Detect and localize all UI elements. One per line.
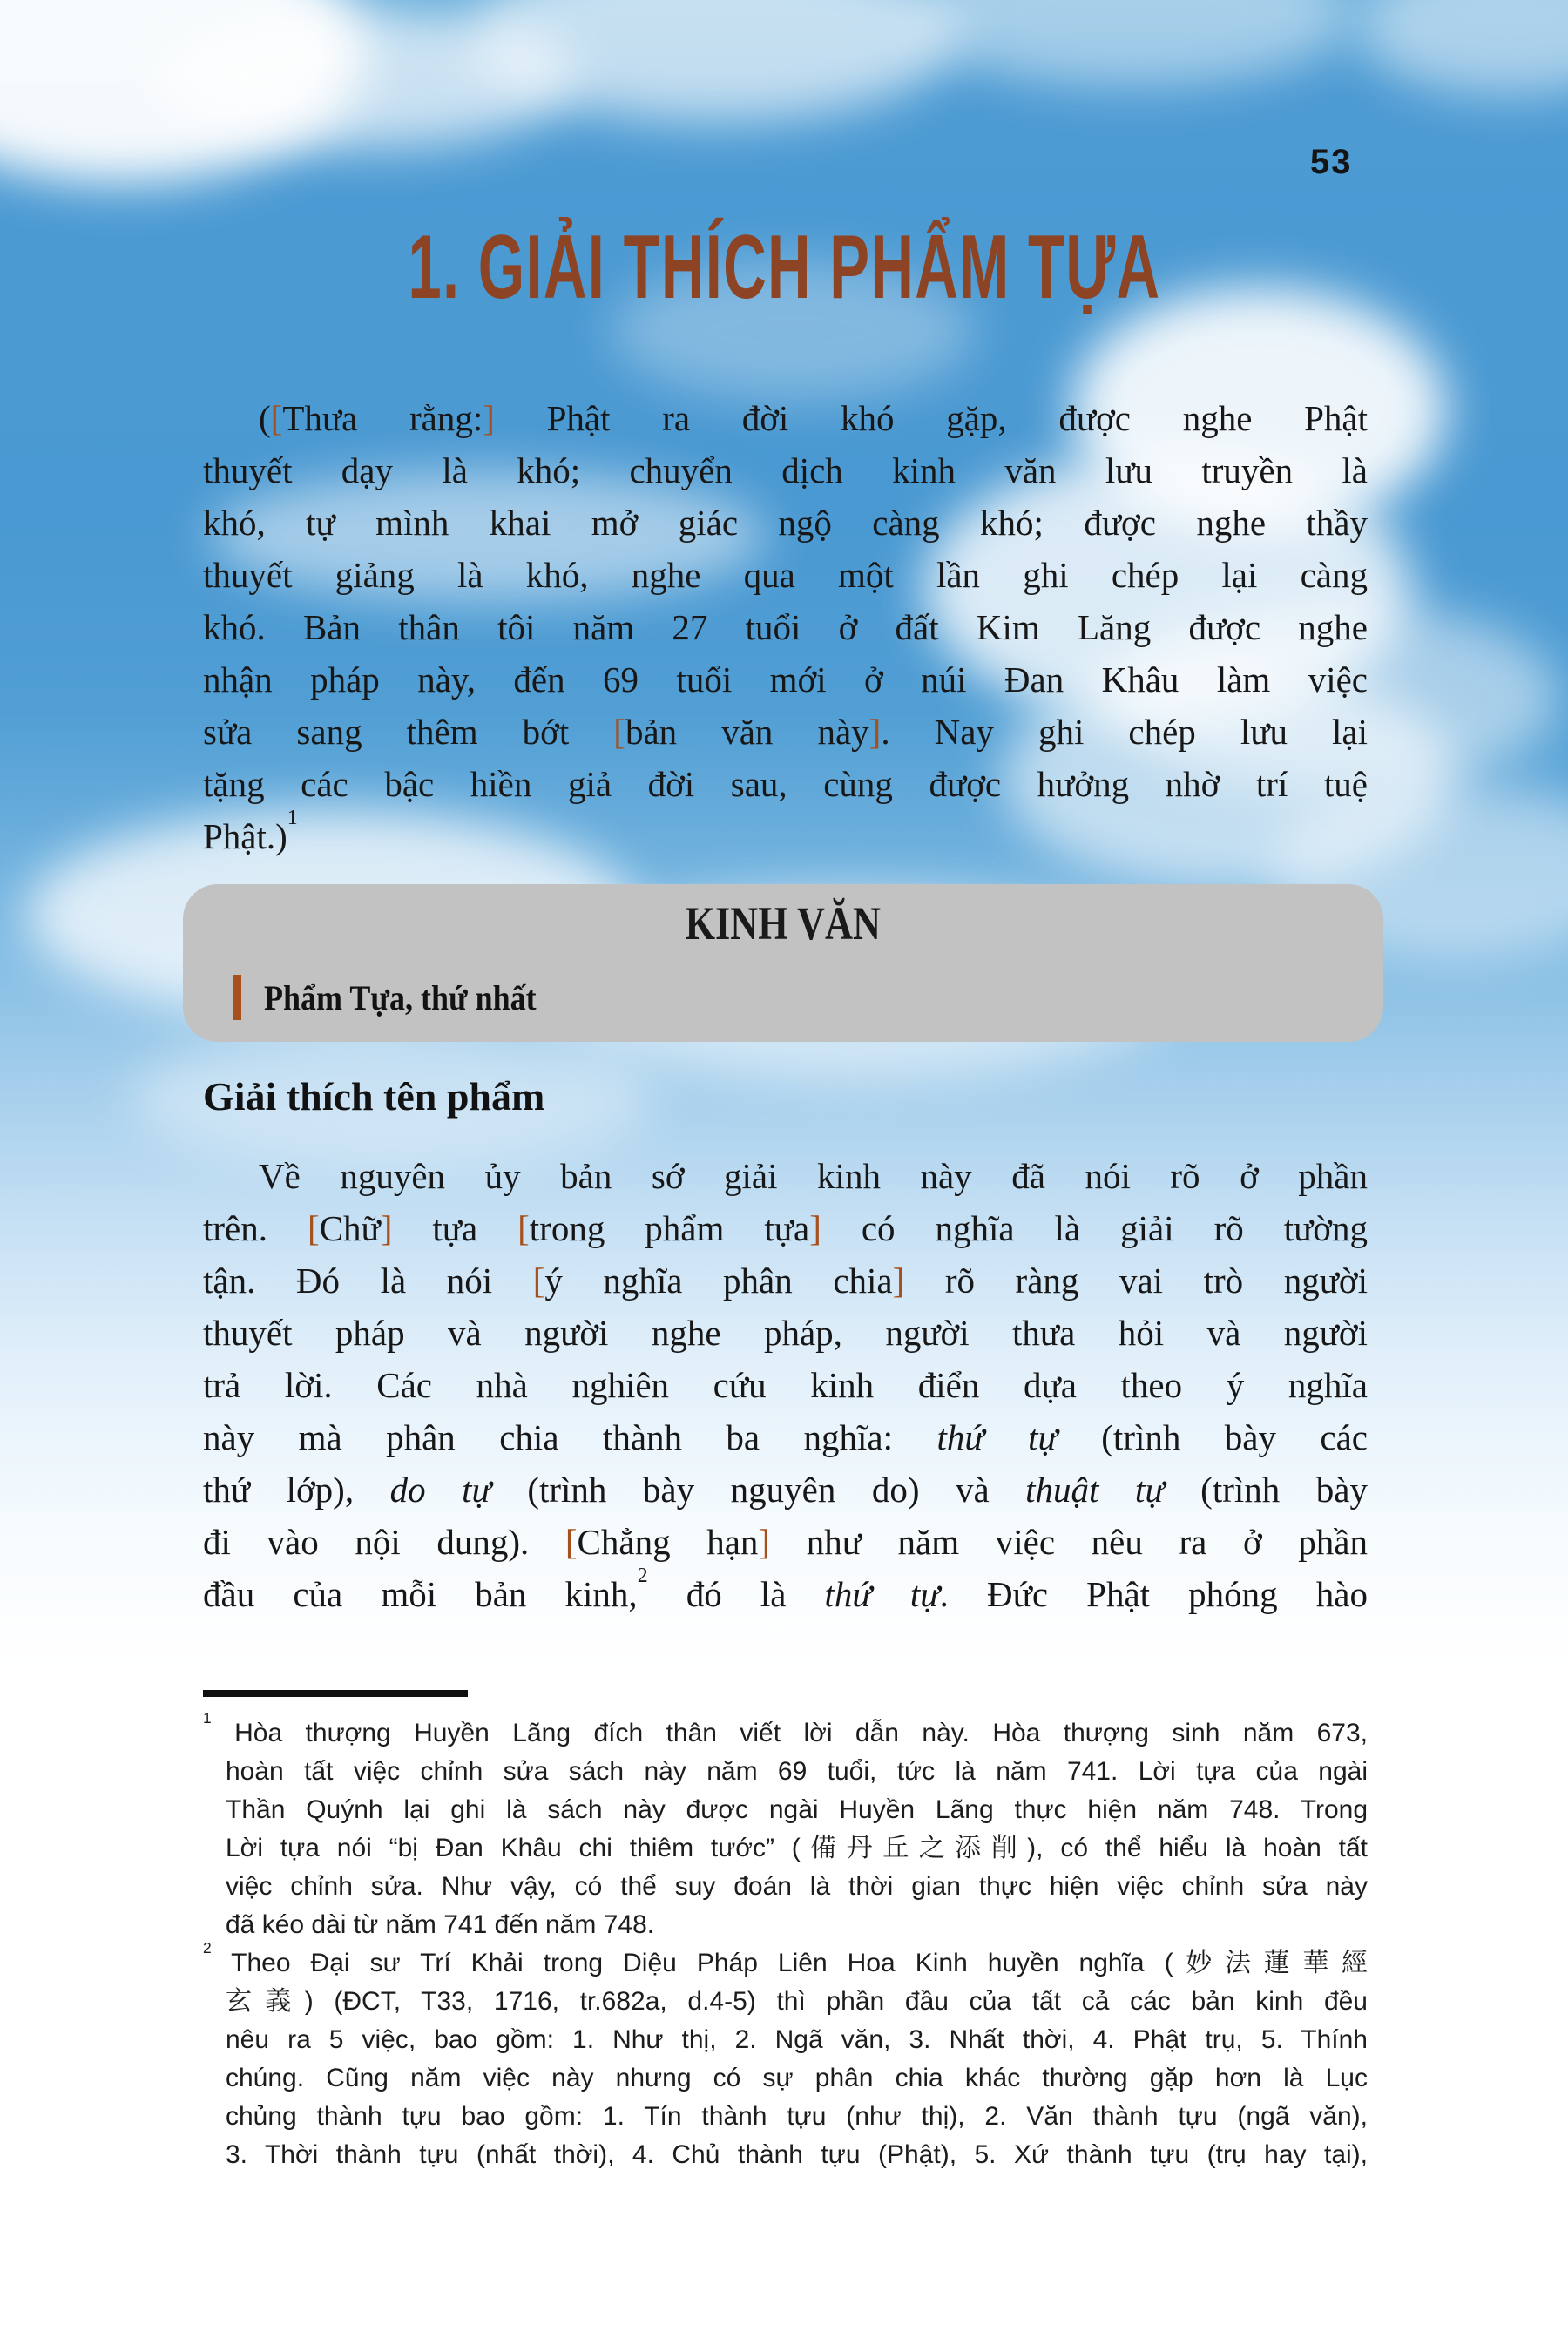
text-segment: [: [517, 1208, 530, 1248]
text-segment: ý nghĩa phân chia: [544, 1260, 893, 1301]
kinh-van-heading: [183, 896, 1383, 950]
footnote-1: [203, 1709, 1368, 1944]
text-line: [226, 2059, 1368, 2098]
text-segment: ]: [483, 398, 495, 438]
text-line: [226, 1753, 1368, 1791]
chapter-title-text: 1. GIẢI THÍCH PHẨM TỰA: [408, 217, 1160, 318]
text-line: [203, 392, 1368, 444]
text-segment: tặng các bậc hiền giả đời sau, cùng được hưởng nhờ trí tuệ: [203, 764, 1368, 804]
text-line: [203, 1411, 1368, 1463]
text-segment: chúng. Cũng năm việc này nhưng có sự phân chia khác thường gặp hơn là Lục: [226, 2064, 1368, 2092]
text-segment: (: [259, 398, 271, 438]
text-segment: . Nay ghi chép lưu lại: [881, 712, 1369, 752]
footnotes: [203, 1709, 1368, 2174]
text-segment: đầu của mỗi bản kinh,: [203, 1574, 638, 1614]
text-segment: việc chỉnh sửa. Như vậy, có thể suy đoán là thời gian thực hiện việc chỉnh sửa này: [226, 1872, 1368, 1901]
text-segment: [: [307, 1208, 320, 1248]
text-segment: ]: [868, 712, 882, 752]
footnote-marker: 2: [203, 1939, 212, 1957]
text-segment: [: [613, 712, 625, 752]
text-segment: khó, tự mình khai mở giác ngộ càng khó; được nghe thầy: [203, 503, 1368, 543]
text-line: [203, 1307, 1368, 1359]
text-segment: thuật tự: [1025, 1470, 1165, 1510]
section-paragraph: [203, 1150, 1368, 1620]
text-line: [203, 1565, 1368, 1620]
text-segment: đó là: [647, 1574, 825, 1614]
text-line: [203, 444, 1368, 497]
text-line: [203, 1359, 1368, 1411]
text-segment: đi vào nội dung).: [203, 1522, 565, 1562]
text-segment: ]: [809, 1208, 821, 1248]
text-line: [226, 2098, 1368, 2136]
text-line: [203, 807, 1368, 862]
text-line: [203, 653, 1368, 706]
text-segment: [: [270, 398, 283, 438]
text-segment: (trình bày: [1164, 1470, 1368, 1510]
text-segment: thứ lớp),: [203, 1470, 390, 1510]
footnote-marker: 2: [637, 1565, 648, 1588]
text-line: [226, 1906, 1368, 1944]
text-line: [203, 1254, 1368, 1307]
text-segment: thuyết giảng là khó, nghe qua một lần ghi chép lại càng: [203, 555, 1368, 595]
text-line: [203, 1463, 1368, 1516]
text-segment: Lời tựa nói “bị Đan Khâu chi thiêm tước” (備丹丘之添削), có thể hiểu là hoàn tất: [226, 1834, 1368, 1862]
text-segment: 玄義) (ĐCT, T33, 1716, tr.682a, d.4-5) thì phần đầu của tất cả các bản kinh đều: [226, 1987, 1368, 2016]
text-segment: (trình bày các: [1057, 1417, 1368, 1457]
text-segment: Hòa thượng Huyền Lãng đích thân viết lời dẫn này. Hòa thượng sinh năm 673,: [211, 1719, 1368, 1747]
text-segment: chủng thành tựu bao gồm: 1. Tín thành tựu (như thị), 2. Văn thành tựu (ngã văn),: [226, 2102, 1368, 2131]
text-segment: sửa sang thêm bớt: [203, 712, 614, 752]
text-segment: thứ tự: [936, 1417, 1058, 1457]
text-segment: [: [564, 1522, 578, 1562]
text-line: [226, 1983, 1368, 2021]
text-line: [203, 758, 1368, 810]
cloud: [1359, 0, 1568, 96]
text-segment: này mà phân chia thành ba nghĩa:: [203, 1417, 937, 1457]
text-segment: nêu ra 5 việc, bao gồm: 1. Như thị, 2. Ngã văn, 3. Nhất thời, 4. Phật trụ, 5. Thính: [226, 2025, 1368, 2054]
text-line: [203, 706, 1368, 758]
text-segment: đã kéo dài từ năm 741 đến năm 748.: [226, 1910, 655, 1939]
footnote-separator: [203, 1690, 468, 1697]
text-segment: tựa: [392, 1208, 518, 1248]
text-line: [226, 2136, 1368, 2174]
page-number: 53: [1310, 143, 1353, 181]
text-segment: như năm việc nêu ra ở phần: [770, 1522, 1368, 1562]
text-line: [203, 497, 1368, 549]
kinh-van-item: [233, 975, 566, 1020]
text-segment: trả lời. Các nhà nghiên cứu kinh điển dựa theo ý nghĩa: [203, 1365, 1368, 1405]
text-segment: khó. Bản thân tôi năm 27 tuổi ở đất Kim Lăng được nghe: [203, 607, 1368, 647]
text-segment: Phật ra đời khó gặp, được nghe Phật: [494, 398, 1368, 438]
text-line: [226, 2021, 1368, 2059]
text-segment: thuyết pháp và người nghe pháp, người thưa hỏi và người: [203, 1313, 1368, 1353]
text-segment: do tự: [389, 1470, 491, 1510]
text-line: [226, 1868, 1368, 1906]
cloud: [915, 0, 1350, 87]
text-segment: (trình bày nguyên do) và: [490, 1470, 1026, 1510]
text-segment: bản văn này: [625, 712, 869, 752]
footnote-marker: 1: [203, 1709, 212, 1727]
text-line: [226, 1829, 1368, 1868]
text-segment: Chẳng hạn: [577, 1522, 759, 1562]
text-segment: nhận pháp này, đến 69 tuổi mới ở núi Đan Khâu làm việc: [203, 659, 1368, 700]
text-segment: hoàn tất việc chỉnh sửa sách này năm 69 tuổi, tức là năm 741. Lời tựa của ngài: [226, 1757, 1368, 1786]
text-segment: Theo Đại sư Trí Khải trong Diệu Pháp Liên Hoa Kinh huyền nghĩa (妙法蓮華經: [211, 1949, 1368, 1977]
text-line: [203, 549, 1368, 601]
text-line: [226, 1791, 1368, 1829]
text-line: [203, 1516, 1368, 1568]
text-segment: có nghĩa là giải rõ tường: [821, 1208, 1368, 1248]
text-segment: Chữ: [319, 1208, 381, 1248]
text-line: [203, 1202, 1368, 1254]
text-segment: . Đức Phật phóng hào: [939, 1574, 1368, 1614]
accent-bar: [233, 975, 241, 1020]
text-segment: ]: [892, 1260, 905, 1301]
text-segment: Về nguyên ủy bản sớ giải kinh này đã nói rõ ở phần: [259, 1156, 1368, 1196]
text-line: [203, 601, 1368, 653]
kinh-van-box: [183, 884, 1383, 1042]
text-segment: trên.: [203, 1208, 308, 1248]
kinh-van-heading-text: KINH VĂN: [685, 897, 882, 950]
text-segment: trong phẩm tựa: [529, 1208, 810, 1248]
kinh-van-item-label: Phẩm Tựa, thứ nhất: [264, 977, 537, 1017]
text-segment: [: [532, 1260, 545, 1301]
footnote-marker: 1: [287, 807, 298, 830]
chapter-title: [0, 216, 1568, 320]
text-segment: ]: [380, 1208, 393, 1248]
text-segment: ]: [758, 1522, 771, 1562]
footnote-2: [203, 1939, 1368, 2174]
text-segment: Phật.): [203, 816, 287, 856]
text-line: [203, 1709, 1368, 1753]
intro-paragraph: [203, 392, 1368, 862]
text-segment: thuyết dạy là khó; chuyển dịch kinh văn lưu truyền là: [203, 450, 1368, 490]
text-segment: thứ tự: [824, 1574, 940, 1614]
text-segment: Thần Quýnh lại ghi là sách này được ngài Huyền Lãng thực hiện năm 748. Trong: [226, 1795, 1368, 1824]
text-segment: Thưa rằng:: [282, 398, 483, 438]
text-segment: rõ ràng vai trò người: [904, 1260, 1369, 1301]
text-line: [203, 1939, 1368, 1983]
text-segment: tận. Đó là nói: [203, 1260, 533, 1301]
text-line: [203, 1150, 1368, 1202]
section-heading: Giải thích tên phẩm: [203, 1074, 545, 1119]
text-segment: 3. Thời thành tựu (nhất thời), 4. Chủ thành tựu (Phật), 5. Xứ thành tựu (trụ hay tại),: [226, 2140, 1368, 2169]
